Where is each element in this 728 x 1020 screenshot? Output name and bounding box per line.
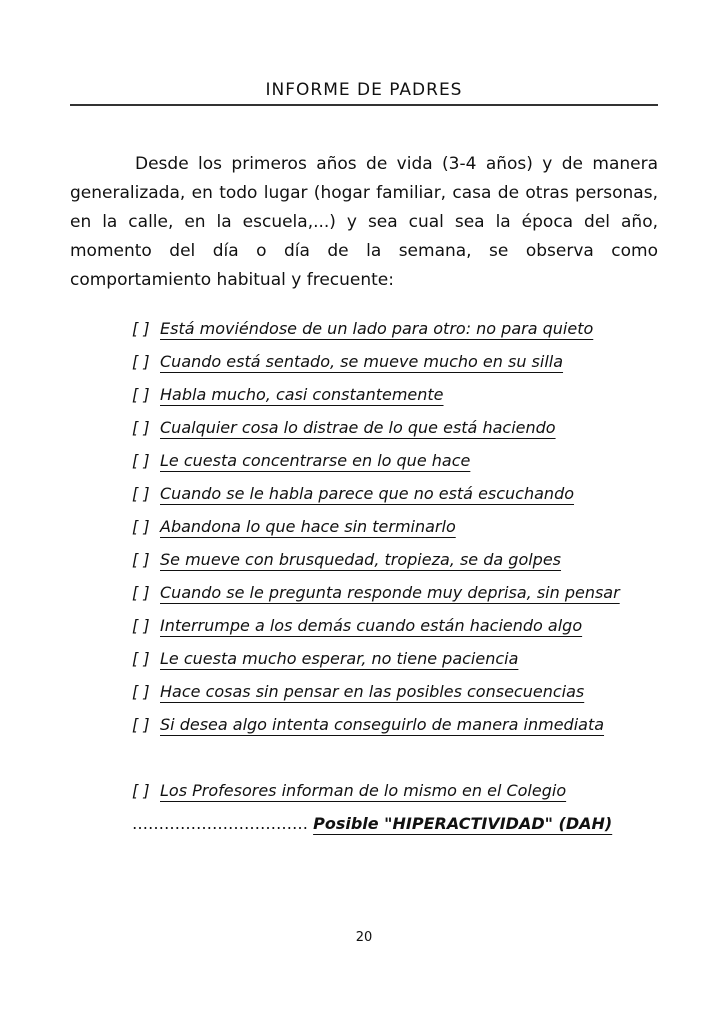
conclusion-line [132,812,612,836]
checklist-item[interactable] [132,614,620,647]
checkbox-bracket[interactable]: [ ] [132,517,150,536]
checkbox-bracket[interactable]: [ ] [132,352,150,371]
checkbox-bracket[interactable]: [ ] [132,781,150,800]
teachers-report-item[interactable] [132,779,566,803]
checkbox-bracket[interactable]: [ ] [132,715,150,734]
checklist-item[interactable] [132,482,620,515]
conclusion-result: Posible "HIPERACTIVIDAD" (DAH) [313,814,613,833]
checkbox-bracket[interactable]: [ ] [132,451,150,470]
checkbox-bracket[interactable]: [ ] [132,418,150,437]
checklist-item[interactable] [132,680,620,713]
checkbox-bracket[interactable]: [ ] [132,385,150,404]
checklist-item-label: Le cuesta mucho esperar, no tiene paciencia [160,649,519,668]
page-number: 20 [355,930,373,945]
checklist-item[interactable] [132,581,620,614]
checkbox-bracket[interactable]: [ ] [132,319,150,338]
checklist-item-label: Le cuesta concentrarse en lo que hace [160,451,471,470]
dotted-leader: …………………………… [132,814,308,833]
checklist-item-label: Habla mucho, casi constantemente [160,385,444,404]
checklist-item-label: Interrumpe a los demás cuando están haciendo algo [160,616,583,635]
checkbox-bracket[interactable]: [ ] [132,484,150,503]
checklist-item-label: Cuando se le habla parece que no está escuchando [160,484,575,503]
checklist-item-label: Cuando está sentado, se mueve mucho en su silla [160,352,564,371]
checklist-item-label: Abandona lo que hace sin terminarlo [160,517,456,536]
checklist-item-label: Se mueve con brusquedad, tropieza, se da golpes [160,550,562,569]
checklist-item[interactable] [132,515,620,548]
intro-paragraph: Desde los primeros años de vida (3-4 años) y de manera generalizada, en todo lugar (hogar familiar, casa de otras personas, en la calle, en la escuela,...) y sea cual sea la época del año, momento del día o día de la semana, se observa como comportamiento habitual y frecuente: [70,154,658,290]
checkbox-bracket[interactable]: [ ] [132,583,150,602]
checkbox-bracket[interactable]: [ ] [132,550,150,569]
checkbox-bracket[interactable]: [ ] [132,616,150,635]
checklist-item[interactable] [132,647,620,680]
checklist-item-label: Está moviéndose de un lado para otro: no para quieto [160,319,594,338]
checklist-item[interactable] [132,416,620,449]
checklist-item[interactable] [132,713,620,746]
checkbox-bracket[interactable]: [ ] [132,649,150,668]
checklist-item-label: Hace cosas sin pensar en las posibles consecuencias [160,682,585,701]
checkbox-bracket[interactable]: [ ] [132,682,150,701]
symptom-checklist [132,317,620,746]
checklist-item[interactable] [132,383,620,416]
checklist-item[interactable] [132,350,620,383]
checklist-item-label: Cualquier cosa lo distrae de lo que está haciendo [160,418,556,437]
title-divider [70,104,658,106]
checklist-item[interactable] [132,548,620,581]
checklist-item-label: Cuando se le pregunta responde muy deprisa, sin pensar [160,583,620,602]
checklist-item[interactable] [132,317,620,350]
page-title: INFORME DE PADRES [265,80,463,100]
checklist-item[interactable] [132,449,620,482]
checklist-item-label: Si desea algo intenta conseguirlo de manera inmediata [160,715,605,734]
teachers-report-label: Los Profesores informan de lo mismo en el Colegio [160,781,567,800]
